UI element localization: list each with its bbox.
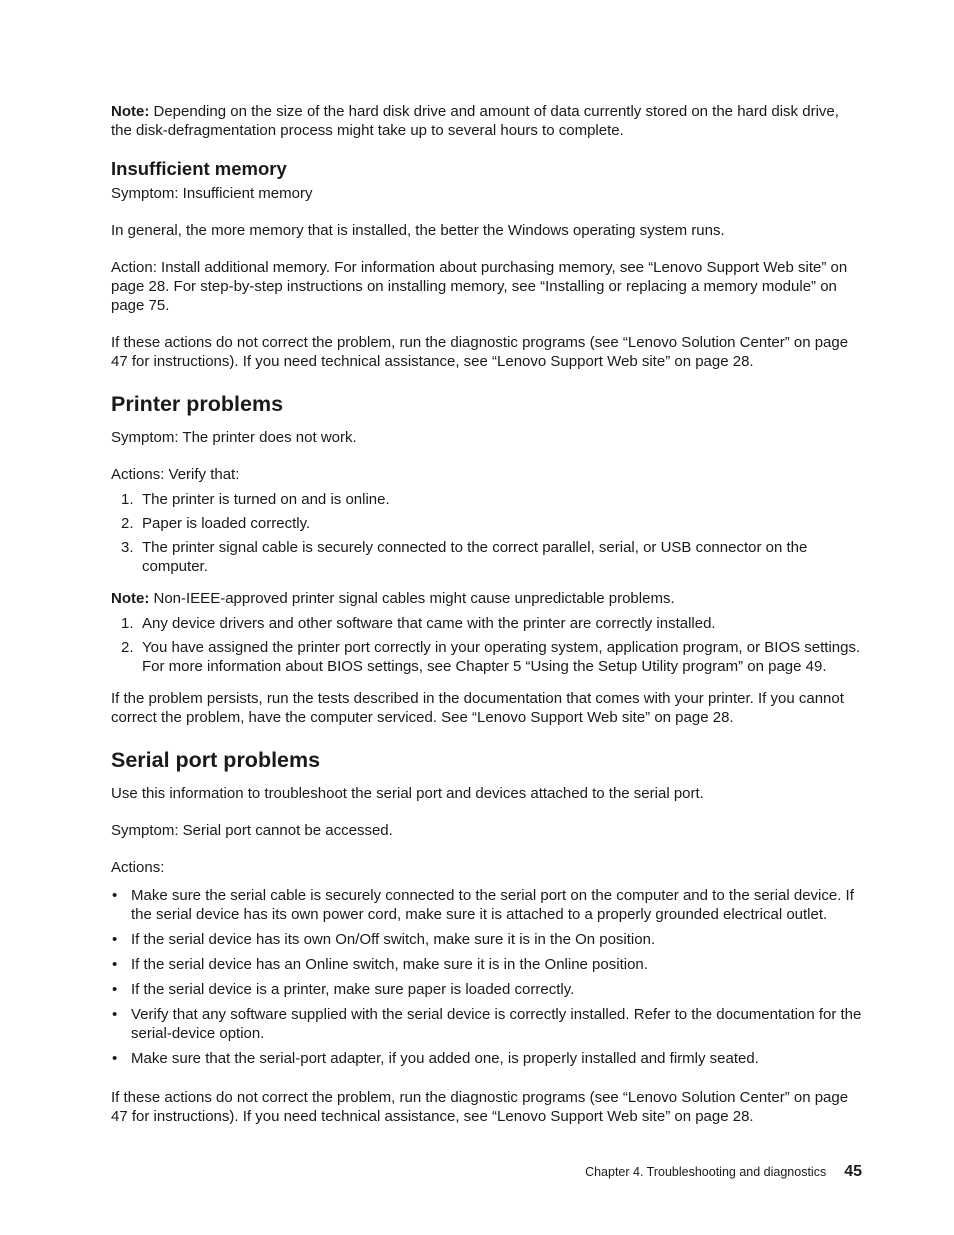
list-item-text: If the serial device has an Online switch, make sure it is in the Online position. xyxy=(131,956,648,973)
page-content xyxy=(111,102,863,1144)
serial-port-problems-heading: Serial port problems xyxy=(111,748,321,772)
memory-symptom: Symptom: Insufficient memory xyxy=(111,185,313,202)
printer-verify-list xyxy=(111,490,863,576)
list-item xyxy=(111,930,863,949)
list-item xyxy=(111,514,863,533)
list-item xyxy=(111,886,863,924)
printer-note xyxy=(111,589,863,608)
serial-actions-list xyxy=(111,886,863,1068)
list-number: 2. xyxy=(121,639,134,656)
list-item xyxy=(111,1005,863,1043)
list-item-text: The printer signal cable is securely connected to the correct parallel, serial, or USB connector on the computer. xyxy=(142,539,808,575)
list-item xyxy=(111,1049,863,1068)
note-text: Depending on the size of the hard disk drive and amount of data currently stored on the hard disk drive, the disk-defragmentation process might take up to several hours to complete. xyxy=(111,103,839,139)
list-item-text: Any device drivers and other software that came with the printer are correctly installed. xyxy=(142,615,716,632)
printer-problems-heading: Printer problems xyxy=(111,392,284,416)
bullet: • xyxy=(112,887,118,904)
bullet: • xyxy=(112,981,118,998)
list-item-text: The printer is turned on and is online. xyxy=(142,491,390,508)
list-item-text: If the serial device has its own On/Off switch, make sure it is in the On position. xyxy=(131,931,656,948)
printer-persist: If the problem persists, run the tests described in the documentation that comes with your printer. If you cannot correct the problem, have the computer serviced. See “Lenovo Support Web site” on page 28. xyxy=(111,690,844,726)
list-item-text: Make sure the serial cable is securely connected to the serial port on the computer and to the serial device. If the serial device has its own power cord, make sure it is attached to a properly grounded electrical outlet. xyxy=(131,887,854,923)
list-item xyxy=(111,638,863,676)
note-text: Non-IEEE-approved printer signal cables might cause unpredictable problems. xyxy=(153,590,675,607)
printer-driver-list xyxy=(111,614,863,676)
printer-symptom: Symptom: The printer does not work. xyxy=(111,429,357,446)
bullet: • xyxy=(112,956,118,973)
list-number: 1. xyxy=(121,491,134,508)
insufficient-memory-heading: Insufficient memory xyxy=(111,158,287,179)
footer-chapter: Chapter 4. Troubleshooting and diagnostics xyxy=(585,1165,827,1179)
list-item-text: Verify that any software supplied with the serial device is correctly installed. Refer to the documentation for the serial-device option. xyxy=(131,1006,862,1042)
list-item xyxy=(111,490,863,509)
list-number: 3. xyxy=(121,539,134,556)
list-item-text: If the serial device is a printer, make sure paper is loaded correctly. xyxy=(131,981,575,998)
bullet: • xyxy=(112,1050,118,1067)
list-item-text: You have assigned the printer port correctly in your operating system, application program, or BIOS settings. For more information about BIOS settings, see Chapter 5 “Using the Setup Utility program” on page 49. xyxy=(142,639,861,675)
list-item xyxy=(111,538,863,576)
list-number: 1. xyxy=(121,615,134,632)
page-number: 45 xyxy=(844,1163,862,1180)
list-item xyxy=(111,614,863,633)
note-label: Note: xyxy=(111,103,150,120)
list-item xyxy=(111,980,863,999)
list-number: 2. xyxy=(121,515,134,532)
memory-general: In general, the more memory that is installed, the better the Windows operating system runs. xyxy=(111,222,725,239)
list-item-text: Paper is loaded correctly. xyxy=(142,515,311,532)
serial-intro: Use this information to troubleshoot the serial port and devices attached to the serial port. xyxy=(111,785,704,802)
bullet: • xyxy=(112,931,118,948)
printer-actions: Actions: Verify that: xyxy=(111,466,240,483)
memory-ifnot: If these actions do not correct the problem, run the diagnostic programs (see “Lenovo Solution Center” on page 47 for instructions). If you need technical assistance, see “Lenovo Support Web site” on page 28. xyxy=(111,334,849,370)
page-footer xyxy=(585,1162,862,1182)
memory-action: Action: Install additional memory. For information about purchasing memory, see “Lenovo Support Web site” on page 28. For step-by-step instructions on installing memory, see “Installing or replacing a memory module” on page 75. xyxy=(111,259,848,314)
list-item xyxy=(111,955,863,974)
defrag-note xyxy=(111,102,863,140)
serial-ifnot: If these actions do not correct the problem, run the diagnostic programs (see “Lenovo Solution Center” on page 47 for instructions). If you need technical assistance, see “Lenovo Support Web site” on page 28. xyxy=(111,1089,849,1125)
list-item-text: Make sure that the serial-port adapter, if you added one, is properly installed and firmly seated. xyxy=(131,1050,759,1067)
bullet: • xyxy=(112,1006,118,1023)
note-label: Note: xyxy=(111,590,150,607)
serial-actions: Actions: xyxy=(111,859,165,876)
serial-symptom: Symptom: Serial port cannot be accessed. xyxy=(111,822,393,839)
